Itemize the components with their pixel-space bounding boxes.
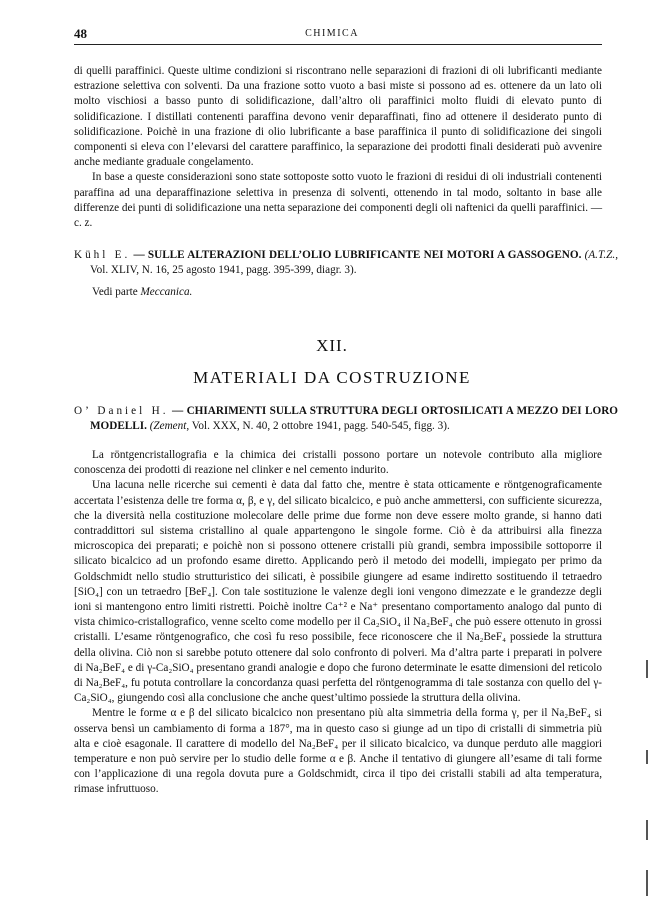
cross-reference-prefix: Vedi parte	[92, 286, 141, 298]
scan-mark	[646, 820, 648, 840]
page-number: 48	[74, 26, 87, 41]
abstract-body	[74, 448, 602, 798]
section-title: MATERIALI DA COSTRUZIONE	[193, 368, 471, 387]
running-header	[62, 26, 602, 44]
reference-source: (Zement,	[149, 420, 190, 433]
scan-mark	[646, 750, 648, 764]
section-number: XII.	[316, 336, 348, 355]
running-title: CHIMICA	[305, 28, 359, 39]
reference-entry	[74, 248, 618, 278]
reference-author: Kühl E.	[74, 249, 131, 261]
reference-source: (A.T.Z.,	[584, 249, 618, 261]
scan-mark	[646, 870, 648, 896]
reference-details: Vol. XXX, N. 40, 2 ottobre 1941, pagg. 540-545, figg. 3).	[189, 420, 450, 433]
paragraph: La röntgencristallografia e la chimica dei cristalli possono portare un notevole contributo alla migliore conoscenza dei prodotti di reazione nel clinker e nel cemento indurito.	[74, 449, 602, 477]
reference-entry	[74, 404, 618, 434]
paragraph: Mentre le forme α e β del silicato bicalcico non presentano più alta simmetria della forma γ, per il Na₂BeF₄ si osserva bensì un cambiamento di forma a 187°, ma in questo caso si giunge ad un tipo di cristalli di simmetria più alta e cioè esagonale. Il carattere di modello del Na₂BeF₄ per il silicato bicalcico, va dunque perduto alle maggiori temperature e non può servire per lo studio delle forme α e β. Anche il tentativo di giungere all’esame di tali forme con l’applicazione di una regola dovuta pure a Goldschmidt, circa il tipo dei cristalli stabili ad alta temperatura, rimase infruttuoso.	[74, 707, 602, 796]
reference-author: O’ Daniel H.	[74, 405, 169, 417]
paragraph: di quelli paraffinici. Queste ultime condizioni si riscontrano nelle separazioni di frazioni di oli lubrificanti mediante estrazione selettiva con solventi. Da una frazione sotto vuoto a basi miste si possono ad es. ottenere da un lato oli molto vischiosi a basso punto di solidificazione, dall’altro oli paraffinici molto fluidi di elevato punto di solidificazione. I distillati contenenti paraffina devono venir deparaffinati, fino ad ottenere il desiderato punto di solidificazione. Poichè in una frazione di olio lubrificante a base paraffinica il punto di solidificazione dei singoli componenti si eleva con l’elevarsi del carattere paraffinico, la separazione dei prodotti finali desiderati può avvenire anche mediante graduale congelamento.	[74, 65, 602, 169]
reference-title: — SULLE ALTERAZIONI DELL’OLIO LUBRIFICANTE NEI MOTORI A GASSOGENO.	[130, 249, 582, 261]
reference-title: — CHIARIMENTI SULLA STRUTTURA DEGLI ORTOSILICATI A MEZZO DEI LORO MODELLI.	[90, 405, 618, 433]
header-rule	[74, 44, 602, 45]
scan-edge-marks	[645, 620, 648, 900]
cross-reference-section: Meccanica.	[140, 286, 193, 298]
paragraph: Una lacuna nelle ricerche sui cementi è data dal fatto che, mentre è stata otticamente e röntgenograficamente accertata l’esistenza delle tre forma α, β, e γ, del silicato bicalcico, e può anche ammettersi, con sufficiente sicurezza, che la diversità nella costituzione molecolare delle prime due forme non deve essere molto grande, si hanno dati contraddittori sul sistema cristallino al quale appartengono le singole forme. Ciò è da attribuirsi alla finezza microscopica dei preparati; e poichè non si possono ottenere cristalli più grandi, sembra impossibile sottoporre il silicato bicalcico ad un profondo esame diretto. Applicando però il metodo dei modelli, impiegato per primo da Goldschmidt nello studio strutturistico dei silicati, è possibile giungere ad esame indiretto sostituendo il tetraedro [SiO₄] con un tetraedro [BeF₄]. Con tale sostituzione le valenze degli ioni vengono dimezzate e le grandezze degli ioni si mantengono entro limiti ristretti. Poichè inoltre Ca⁺² e Na⁺ presentano comportamento analogo dal punto di vista chimico-cristallografico, venne scelto come modello per il Ca₂SiO₄ il Na₂BeF₄ che può essere ottenuto in grossi cristalli. L’esame röntgenografico, che così fu reso possibile, fece riconoscere che il Na₂BeF₄ possiede la struttura della olivina. Ciò non si sarebbe potuto ottenere dal solo confronto di polveri. Ma d’altra parte i preparati in polvere di Na₂BeF₄ e di γ-Ca₂SiO₄ presentano grandi analogie e dopo che furono determinate le esatte dimensioni del reticolo di Na₂BeF₄, fu potuta controllare la concordanza quasi perfetta del röntgenogramma di tale sostanza con quello del γ-Ca₂SiO₄, giungendo così alla conclusione che anche quest’ultimo possiede la struttura della olivina.	[74, 479, 602, 705]
continued-abstract	[74, 64, 602, 231]
cross-reference	[92, 286, 192, 298]
reference-details: Vol. XLIV, N. 16, 25 agosto 1941, pagg. 395-399, diagr. 3).	[90, 264, 357, 277]
paragraph: In base a queste considerazioni sono state sottoposte sotto vuoto le frazioni di residui di oli industriali contenenti paraffina ad una deparaffinazione selettiva in presenza di solventi, ottenendo in tal modo, soltanto in base alle differenze dei punti di solidificazione una netta separazione dei componenti degli oli naftenici da quelli paraffinici. — c. z.	[74, 171, 603, 230]
scan-mark	[646, 660, 648, 678]
